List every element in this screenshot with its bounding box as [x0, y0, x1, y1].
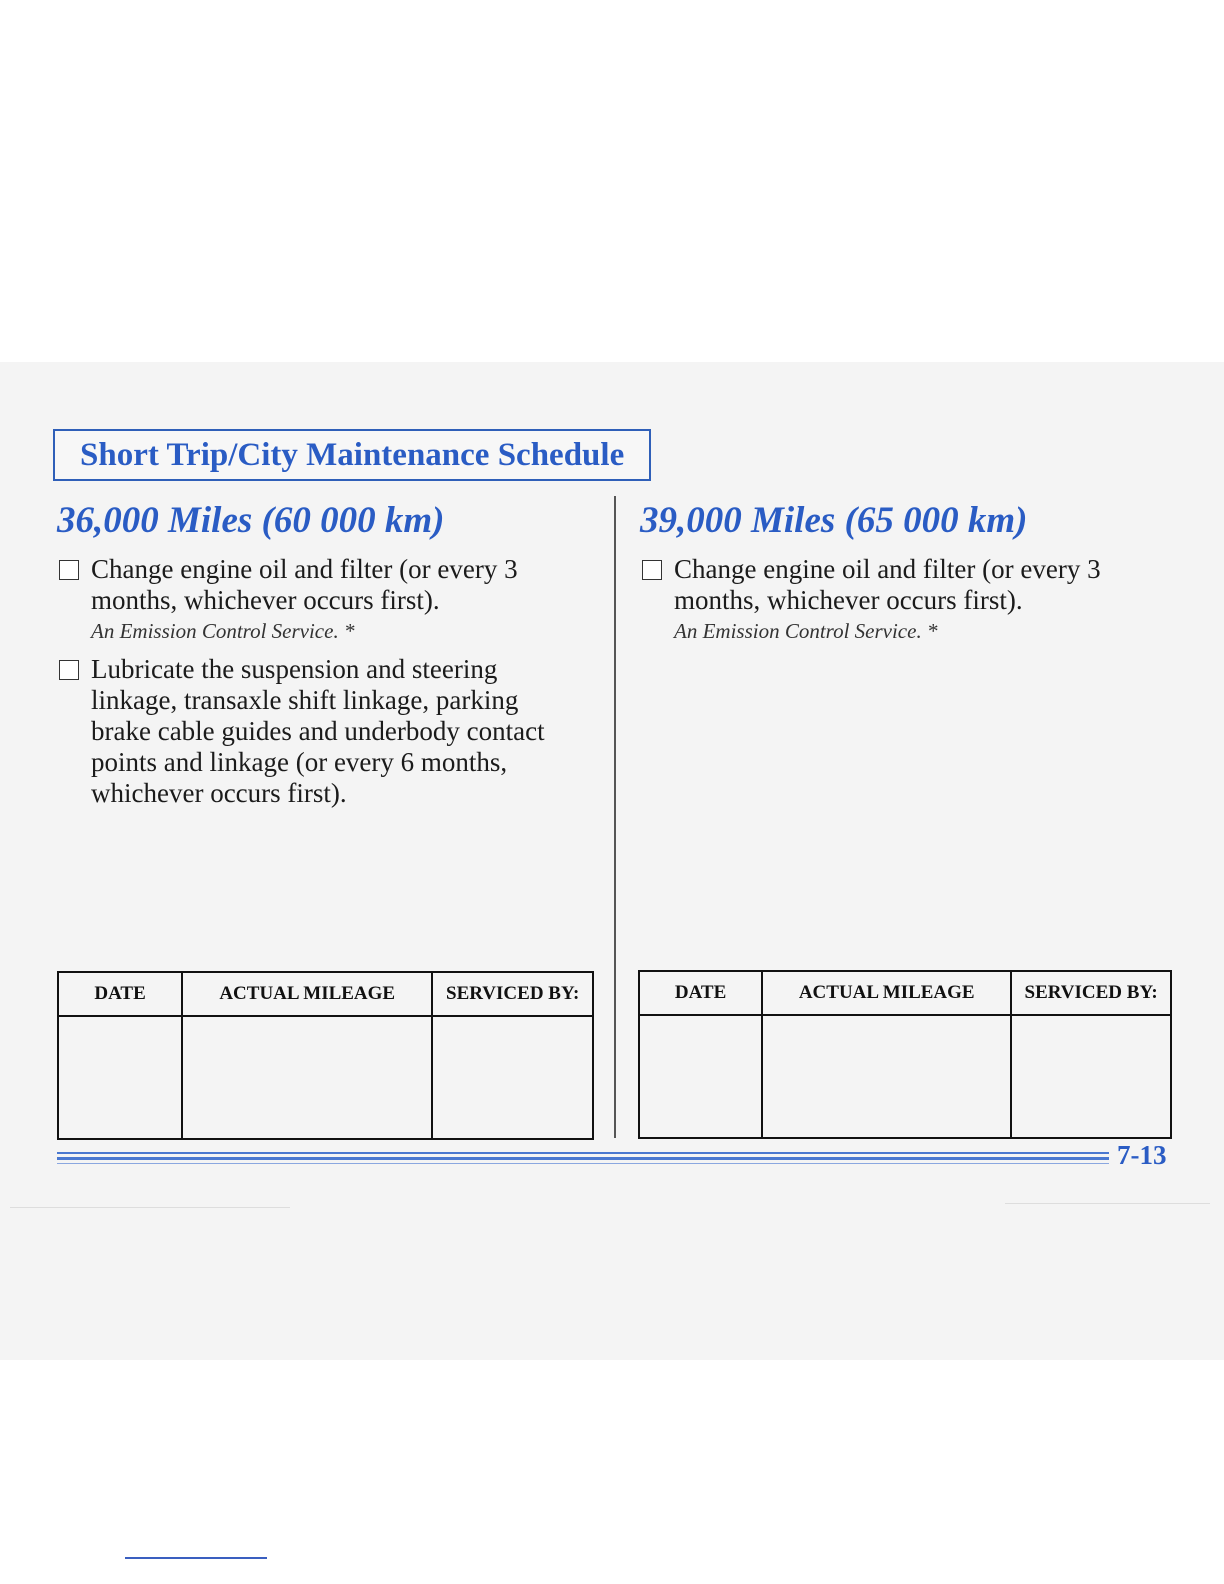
task-note: An Emission Control Service. *: [674, 619, 938, 643]
task-text: Change engine oil and filter (or every 3 months, whichever occurs first).: [91, 554, 518, 615]
serviced-by-cell[interactable]: [1011, 1015, 1171, 1138]
footer-rule-bottom: [57, 1163, 1109, 1164]
empty-checkbox-icon[interactable]: [59, 660, 79, 680]
footer-rule-top: [57, 1152, 1109, 1154]
header-serviced-by: SERVICED BY:: [1011, 971, 1171, 1015]
column-36000-miles: [57, 500, 597, 809]
header-actual-mileage: ACTUAL MILEAGE: [762, 971, 1011, 1015]
task-text: Change engine oil and filter (or every 3 months, whichever occurs first).: [674, 554, 1101, 615]
date-cell[interactable]: [58, 1016, 182, 1139]
task-item: [640, 554, 1144, 646]
scan-artifact-line: [10, 1207, 290, 1208]
service-record-table: [57, 971, 594, 1140]
section-title: Short Trip/City Maintenance Schedule: [80, 437, 625, 473]
empty-checkbox-icon[interactable]: [59, 560, 79, 580]
task-item: [57, 654, 571, 809]
scan-artifact-line: [1005, 1203, 1210, 1204]
serviced-by-cell[interactable]: [432, 1016, 593, 1139]
column-heading: 39,000 Miles (65 000 km): [640, 500, 1028, 541]
table-row: [639, 1015, 1171, 1138]
service-record-table: [638, 970, 1172, 1139]
column-divider: [614, 496, 616, 1138]
mileage-cell[interactable]: [182, 1016, 432, 1139]
header-date: DATE: [639, 971, 762, 1015]
task-item: [57, 554, 561, 646]
task-note: An Emission Control Service. *: [91, 619, 355, 643]
table-row: [58, 1016, 593, 1139]
header-date: DATE: [58, 972, 182, 1016]
empty-checkbox-icon[interactable]: [642, 560, 662, 580]
table-header-row: [58, 972, 593, 1016]
header-serviced-by: SERVICED BY:: [432, 972, 593, 1016]
header-actual-mileage: ACTUAL MILEAGE: [182, 972, 432, 1016]
footer-rule-middle: [57, 1157, 1109, 1160]
page-number: 7-13: [1117, 1140, 1167, 1170]
column-39000-miles: [640, 500, 1180, 646]
mileage-cell[interactable]: [762, 1015, 1011, 1138]
task-text: Lubricate the suspension and steering linkage, transaxle shift linkage, parking brake cable guides and underbody contact points and linkage (or every 6 months, whichever occurs first).: [91, 654, 545, 808]
column-heading: 36,000 Miles (60 000 km): [57, 500, 445, 541]
date-cell[interactable]: [639, 1015, 762, 1138]
link-underline: [125, 1557, 267, 1559]
section-title-box: [53, 429, 651, 481]
table-header-row: [639, 971, 1171, 1015]
